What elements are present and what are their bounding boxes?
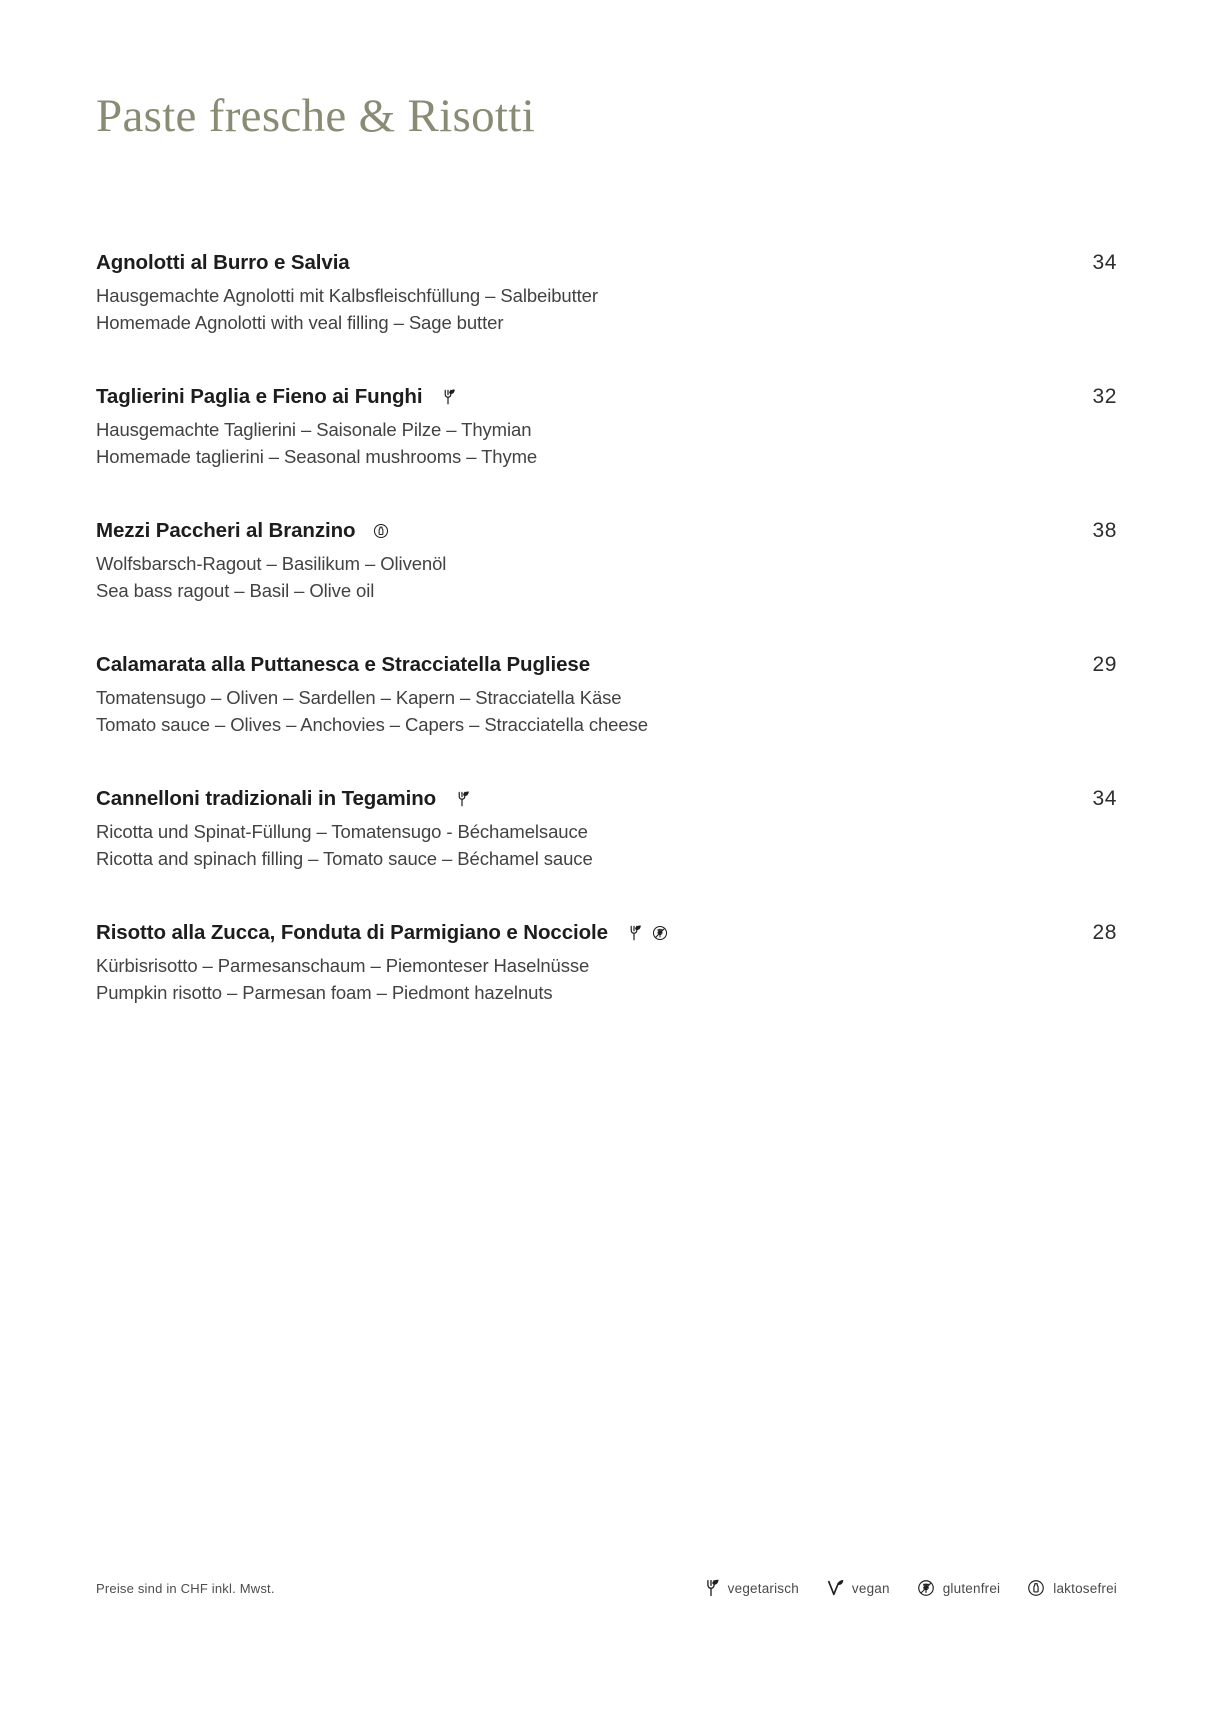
vegan-icon	[825, 1578, 845, 1598]
menu-item	[96, 249, 1117, 336]
laktosefrei-icon	[372, 522, 390, 540]
dish-description-de: Hausgemachte Agnolotti mit Kalbsfleischfüllung – Salbeibutter	[96, 285, 598, 307]
dish-tags	[453, 790, 471, 808]
dish-description-en: Sea bass ragout – Basil – Olive oil	[96, 580, 375, 602]
price-note: Preise sind in CHF inkl. Mwst.	[96, 1580, 275, 1596]
vegetarisch-icon	[625, 924, 643, 942]
menu-item	[96, 919, 1117, 1006]
legend-label: laktosefrei	[1053, 1580, 1117, 1596]
menu-item	[96, 785, 1117, 872]
dish-tags	[625, 924, 669, 942]
menu-list	[96, 249, 1117, 1006]
dish-price: 32	[1092, 385, 1117, 409]
laktosefrei-icon	[1026, 1578, 1046, 1598]
dish-description-de: Kürbisrisotto – Parmesanschaum – Piemonteser Haselnüsse	[96, 955, 590, 977]
legend-item-vegan	[825, 1578, 890, 1598]
legend-label: vegetarisch	[727, 1580, 799, 1596]
menu-item	[96, 383, 1117, 470]
dish-price: 34	[1092, 251, 1117, 275]
legend-label: glutenfrei	[942, 1580, 1001, 1596]
dish-description-en: Tomato sauce – Olives – Anchovies – Capers – Stracciatella cheese	[96, 714, 648, 736]
dish-price: 29	[1092, 653, 1117, 677]
legend-item-vegetarisch	[701, 1578, 799, 1598]
menu-item-header	[96, 785, 1117, 813]
dish-price: 28	[1092, 921, 1117, 945]
legend-item-glutenfrei	[916, 1578, 1001, 1598]
menu-item	[96, 651, 1117, 738]
page-title: Paste fresche & Risotti	[96, 90, 535, 142]
dish-tags	[439, 388, 457, 406]
dish-name: Cannelloni tradizionali in Tegamino	[96, 787, 437, 811]
dish-name: Taglierini Paglia e Fieno ai Funghi	[96, 385, 423, 409]
vegetarisch-icon	[453, 790, 471, 808]
vegetarisch-icon	[701, 1578, 721, 1598]
dish-description-de: Ricotta und Spinat-Füllung – Tomatensugo - Béchamelsauce	[96, 821, 588, 843]
menu-item-header	[96, 919, 1117, 947]
dish-name: Risotto alla Zucca, Fonduta di Parmigiano e Nocciole	[96, 921, 608, 945]
menu-item	[96, 517, 1117, 604]
vegetarisch-icon	[439, 388, 457, 406]
dish-description-en: Homemade Agnolotti with veal filling – Sage butter	[96, 312, 504, 334]
glutenfrei-icon	[916, 1578, 936, 1598]
dish-description-en: Homemade taglierini – Seasonal mushrooms – Thyme	[96, 446, 538, 468]
dish-name: Agnolotti al Burro e Salvia	[96, 251, 350, 275]
legend-item-laktosefrei	[1026, 1578, 1117, 1598]
dish-tags	[372, 522, 390, 540]
dish-name: Mezzi Paccheri al Branzino	[96, 519, 356, 543]
dish-description-en: Pumpkin risotto – Parmesan foam – Piedmont hazelnuts	[96, 982, 553, 1004]
diet-legend	[701, 1578, 1117, 1598]
dish-description-de: Hausgemachte Taglierini – Saisonale Pilze – Thymian	[96, 419, 532, 441]
glutenfrei-icon	[651, 924, 669, 942]
legend-label: vegan	[851, 1580, 890, 1596]
dish-price: 38	[1092, 519, 1117, 543]
menu-item-header	[96, 249, 1117, 277]
dish-price: 34	[1092, 787, 1117, 811]
dish-description-en: Ricotta and spinach filling – Tomato sauce – Béchamel sauce	[96, 848, 593, 870]
dish-description-de: Wolfsbarsch-Ragout – Basilikum – Olivenöl	[96, 553, 447, 575]
dish-description-de: Tomatensugo – Oliven – Sardellen – Kapern – Stracciatella Käse	[96, 687, 622, 709]
menu-item-header	[96, 651, 1117, 679]
menu-item-header	[96, 517, 1117, 545]
page-footer	[96, 1578, 1117, 1598]
menu-item-header	[96, 383, 1117, 411]
dish-name: Calamarata alla Puttanesca e Stracciatella Pugliese	[96, 653, 590, 677]
